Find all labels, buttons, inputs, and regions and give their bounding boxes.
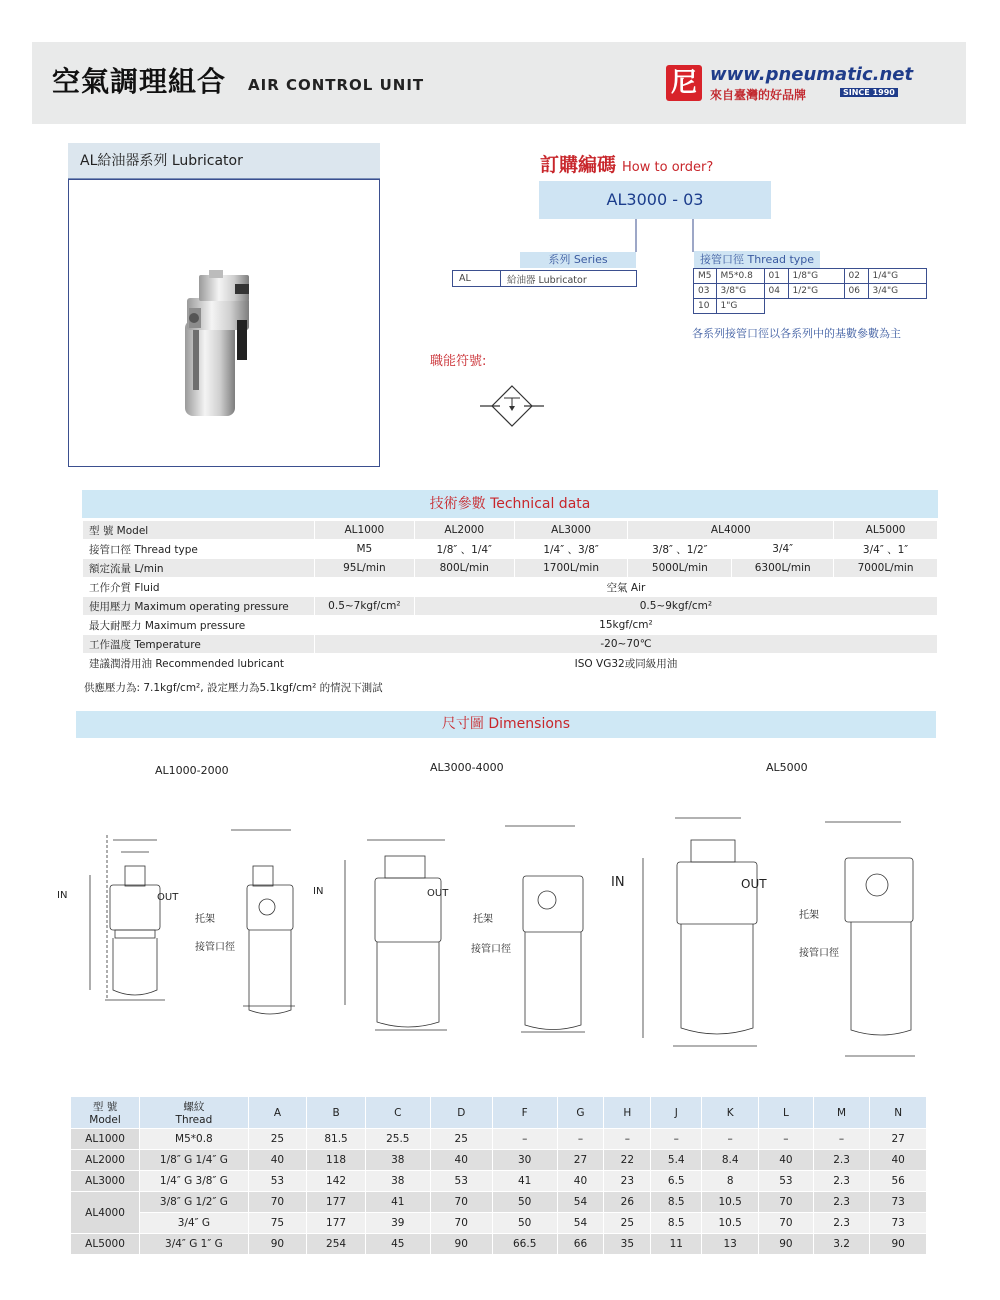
row-label: 工作介質 Fluid — [83, 578, 315, 597]
dim-value-cell: 45 — [365, 1234, 430, 1255]
thread-empty — [764, 299, 788, 314]
dim-value-cell: 30 — [492, 1150, 557, 1171]
thread-code: 06 — [844, 284, 868, 299]
drawing-group-label: AL3000-4000 — [430, 761, 504, 774]
tech-note: 供應壓力為: 7.1kgf/cm², 設定壓力為5.1kgf/cm² 的情況下測試 — [84, 682, 383, 694]
dim-value-cell: – — [557, 1129, 604, 1150]
thread-size: 1/8"G — [788, 269, 844, 284]
order-title: 訂購編碼 How to order? — [540, 154, 714, 176]
dim-value-cell: 40 — [248, 1150, 306, 1171]
dim-value-cell: 27 — [870, 1129, 927, 1150]
model-cell: AL1000 — [71, 1129, 140, 1150]
dim-value-cell: 22 — [604, 1150, 651, 1171]
dim-value-cell: 8.5 — [651, 1213, 702, 1234]
tech-data-table — [82, 520, 938, 673]
thread-empty — [844, 299, 868, 314]
thread-empty — [868, 299, 926, 314]
row-label: 使用壓力 Maximum operating pressure — [83, 597, 315, 616]
tech-row-fluid — [83, 578, 938, 597]
dim-value-cell: 177 — [307, 1192, 366, 1213]
dim-value-cell: 70 — [759, 1213, 814, 1234]
header-n: N — [870, 1097, 927, 1129]
drawing-port-label: 接管口徑 — [799, 948, 839, 959]
thread-cell: 3/8″ G 1/2″ G — [140, 1192, 249, 1213]
row-label: 型 號 Model — [83, 521, 315, 540]
row-label: 最大耐壓力 Maximum pressure — [83, 616, 315, 635]
dim-value-cell: 41 — [365, 1192, 430, 1213]
dim-value-cell: 53 — [248, 1171, 306, 1192]
thread-code: 03 — [694, 284, 717, 299]
dim-value-cell: 66.5 — [492, 1234, 557, 1255]
dim-value-cell: 25.5 — [365, 1129, 430, 1150]
drawing-port-label: 接管口徑 — [195, 942, 235, 953]
thread-code: 01 — [764, 269, 788, 284]
dim-value-cell: 8.5 — [651, 1192, 702, 1213]
model-cell: AL4000 — [628, 521, 834, 540]
dim-value-cell: 6.5 — [651, 1171, 702, 1192]
dim-value-cell: 70 — [430, 1192, 492, 1213]
pressure-cell: 0.5~9kgf/cm² — [414, 597, 937, 616]
dims-section-title: 尺寸圖 Dimensions — [76, 711, 936, 738]
tech-row-lubricant — [83, 654, 938, 673]
thread-empty — [788, 299, 844, 314]
dim-value-cell: – — [759, 1129, 814, 1150]
thread-code: 02 — [844, 269, 868, 284]
dim-value-cell: 38 — [365, 1171, 430, 1192]
header-thread: 螺紋 Thread — [140, 1097, 249, 1129]
table-row — [71, 1234, 927, 1255]
lubricator-image — [69, 180, 379, 466]
dim-value-cell: 11 — [651, 1234, 702, 1255]
lubricator-symbol-icon — [478, 384, 548, 430]
dim-value-cell: 70 — [759, 1192, 814, 1213]
drawing-bracket-label: 托架 — [473, 914, 493, 925]
drawing-in-label: IN — [313, 886, 324, 897]
thread-cell: M5*0.8 — [140, 1129, 249, 1150]
dim-value-cell: 8 — [702, 1171, 759, 1192]
order-note: 各系列接管口徑以各系列中的基數參數為主 — [692, 327, 901, 340]
header-k: K — [702, 1097, 759, 1129]
dim-value-cell: 3.2 — [813, 1234, 870, 1255]
thread-code: 04 — [764, 284, 788, 299]
brand-since: SINCE 1990 — [840, 88, 898, 97]
thread-cell: 1/4″ G 3/8″ G — [140, 1171, 249, 1192]
dim-value-cell: 10.5 — [702, 1192, 759, 1213]
dim-value-cell: 25 — [430, 1129, 492, 1150]
function-symbol-label: 職能符號: — [430, 354, 487, 369]
dim-value-cell: 73 — [870, 1192, 927, 1213]
dim-value-cell: 10.5 — [702, 1213, 759, 1234]
dimensions-table — [70, 1096, 927, 1255]
dim-value-cell: – — [702, 1129, 759, 1150]
brand-logo: 尼 — [666, 65, 702, 101]
tech-row-pressure — [83, 597, 938, 616]
dim-value-cell: 2.3 — [813, 1171, 870, 1192]
drawing-bracket-label: 托架 — [195, 914, 215, 925]
dim-value-cell: – — [813, 1129, 870, 1150]
flow-cell: 800L/min — [414, 559, 514, 578]
dim-value-cell: 25 — [248, 1129, 306, 1150]
max-pressure-cell: 15kgf/cm² — [314, 616, 937, 635]
dim-value-cell: 40 — [870, 1150, 927, 1171]
drawing-in-label: IN — [611, 875, 625, 890]
header-l: L — [759, 1097, 814, 1129]
dim-value-cell: 8.4 — [702, 1150, 759, 1171]
dim-value-cell: 66 — [557, 1234, 604, 1255]
dim-value-cell: 53 — [430, 1171, 492, 1192]
header-g: G — [557, 1097, 604, 1129]
table-row — [71, 1129, 927, 1150]
tech-row-flow — [83, 559, 938, 578]
dim-value-cell: 70 — [248, 1192, 306, 1213]
header-model: 型 號 Model — [71, 1097, 140, 1129]
thread-cell: 3/4″ 、1″ — [834, 540, 938, 559]
dim-value-cell: 2.3 — [813, 1192, 870, 1213]
row-label: 工作溫度 Temperature — [83, 635, 315, 654]
header-f: F — [492, 1097, 557, 1129]
dim-value-cell: 75 — [248, 1213, 306, 1234]
dim-value-cell: 40 — [557, 1171, 604, 1192]
thread-size: M5*0.8 — [716, 269, 764, 284]
tech-row-temperature — [83, 635, 938, 654]
dim-value-cell: 13 — [702, 1234, 759, 1255]
row-label: 額定流量 L/min — [83, 559, 315, 578]
dim-value-cell: – — [651, 1129, 702, 1150]
dim-value-cell: 142 — [307, 1171, 366, 1192]
drawing-out-label: OUT — [741, 877, 767, 891]
dim-value-cell: 254 — [307, 1234, 366, 1255]
tech-row-max-pressure — [83, 616, 938, 635]
header-c: C — [365, 1097, 430, 1129]
dim-value-cell: 25 — [604, 1213, 651, 1234]
table-row — [71, 1192, 927, 1213]
tech-section-title: 技術參數 Technical data — [82, 490, 938, 518]
series-label: 系列 Series — [520, 252, 636, 268]
thread-size: 3/8"G — [716, 284, 764, 299]
series-table — [452, 270, 637, 287]
dim-value-cell: 41 — [492, 1171, 557, 1192]
model-cell: AL3000 — [514, 521, 628, 540]
header-b: B — [307, 1097, 366, 1129]
dim-value-cell: 90 — [248, 1234, 306, 1255]
tech-row-model — [83, 521, 938, 540]
row-label: 接管口徑 Thread type — [83, 540, 315, 559]
model-cell: AL5000 — [71, 1234, 140, 1255]
flow-cell: 7000L/min — [834, 559, 938, 578]
dim-value-cell: 2.3 — [813, 1213, 870, 1234]
dim-value-cell: 27 — [557, 1150, 604, 1171]
table-row — [71, 1150, 927, 1171]
dim-value-cell: 26 — [604, 1192, 651, 1213]
thread-label: 接管口徑 Thread type — [694, 251, 820, 268]
dim-value-cell: 90 — [430, 1234, 492, 1255]
thread-code-table — [693, 268, 927, 314]
dim-value-cell: – — [492, 1129, 557, 1150]
model-cell: AL3000 — [71, 1171, 140, 1192]
dim-value-cell: 50 — [492, 1213, 557, 1234]
dim-value-cell: 23 — [604, 1171, 651, 1192]
thread-cell: M5 — [314, 540, 414, 559]
thread-size: 1"G — [716, 299, 764, 314]
product-title: AL給油器系列 Lubricator — [68, 143, 380, 179]
dim-value-cell: 40 — [759, 1150, 814, 1171]
dim-value-cell: 39 — [365, 1213, 430, 1234]
drawing-port-label: 接管口徑 — [471, 944, 511, 955]
dims-header-row — [71, 1097, 927, 1129]
dim-value-cell: 118 — [307, 1150, 366, 1171]
fluid-cell: 空氣 Air — [314, 578, 937, 597]
dim-value-cell: 5.4 — [651, 1150, 702, 1171]
dim-value-cell: 90 — [759, 1234, 814, 1255]
flow-cell: 95L/min — [314, 559, 414, 578]
tech-row-thread — [83, 540, 938, 559]
thread-cell: 1/8″ G 1/4″ G — [140, 1150, 249, 1171]
model-cell: AL4000 — [71, 1192, 140, 1234]
header-a: A — [248, 1097, 306, 1129]
pressure-cell: 0.5~7kgf/cm² — [314, 597, 414, 616]
page-title-cn: 空氣調理組合 — [52, 65, 227, 98]
order-model-code: AL3000 - 03 — [539, 181, 771, 219]
dim-value-cell: 70 — [430, 1213, 492, 1234]
lubricant-cell: ISO VG32或同級用油 — [314, 654, 937, 673]
thread-size: 1/2"G — [788, 284, 844, 299]
thread-cell: 3/4″ G 1″ G — [140, 1234, 249, 1255]
dim-value-cell: 54 — [557, 1192, 604, 1213]
dim-value-cell: 35 — [604, 1234, 651, 1255]
dim-value-cell: 53 — [759, 1171, 814, 1192]
thread-size: 1/4"G — [868, 269, 926, 284]
thread-size: 3/4"G — [868, 284, 926, 299]
dim-value-cell: 56 — [870, 1171, 927, 1192]
brand-url[interactable]: www.pneumatic.net — [710, 64, 914, 85]
page-title-en: AIR CONTROL UNIT — [248, 76, 425, 94]
model-cell: AL1000 — [314, 521, 414, 540]
drawing-out-label: OUT — [157, 892, 179, 903]
model-cell: AL2000 — [414, 521, 514, 540]
header-m: M — [813, 1097, 870, 1129]
header-j: J — [651, 1097, 702, 1129]
thread-cell: 3/8″ 、1/2″ — [628, 540, 732, 559]
dim-value-cell: 54 — [557, 1213, 604, 1234]
dim-value-cell: – — [604, 1129, 651, 1150]
table-row — [71, 1171, 927, 1192]
model-cell: AL2000 — [71, 1150, 140, 1171]
thread-cell: 3/4″ G — [140, 1213, 249, 1234]
dimension-drawings — [55, 800, 945, 1070]
dim-value-cell: 40 — [430, 1150, 492, 1171]
flow-cell: 5000L/min — [628, 559, 732, 578]
thread-cell: 1/4″ 、3/8″ — [514, 540, 628, 559]
dim-value-cell: 50 — [492, 1192, 557, 1213]
series-name: 給油器 Lubricator — [501, 271, 637, 287]
drawing-group-label: AL5000 — [766, 761, 808, 774]
dim-value-cell: 73 — [870, 1213, 927, 1234]
brand-slogan: 來自臺灣的好品牌 — [710, 88, 807, 102]
thread-code: M5 — [694, 269, 717, 284]
product-image-box — [68, 179, 380, 467]
drawing-bracket-label: 托架 — [799, 910, 819, 921]
header-d: D — [430, 1097, 492, 1129]
flow-cell: 1700L/min — [514, 559, 628, 578]
drawing-out-label: OUT — [427, 888, 449, 899]
dim-value-cell: 38 — [365, 1150, 430, 1171]
series-code: AL — [453, 271, 501, 287]
dim-value-cell: 2.3 — [813, 1150, 870, 1171]
thread-cell: 1/8″ 、1/4″ — [414, 540, 514, 559]
table-row — [71, 1213, 927, 1234]
row-label: 建議潤滑用油 Recommended lubricant — [83, 654, 315, 673]
dim-value-cell: 81.5 — [307, 1129, 366, 1150]
model-cell: AL5000 — [834, 521, 938, 540]
thread-cell: 3/4″ — [732, 540, 834, 559]
drawing-group-label: AL1000-2000 — [155, 764, 229, 777]
flow-cell: 6300L/min — [732, 559, 834, 578]
header-h: H — [604, 1097, 651, 1129]
temperature-cell: -20~70℃ — [314, 635, 937, 654]
dim-value-cell: 177 — [307, 1213, 366, 1234]
drawing-in-label: IN — [57, 890, 68, 901]
dim-value-cell: 90 — [870, 1234, 927, 1255]
thread-code: 10 — [694, 299, 717, 314]
